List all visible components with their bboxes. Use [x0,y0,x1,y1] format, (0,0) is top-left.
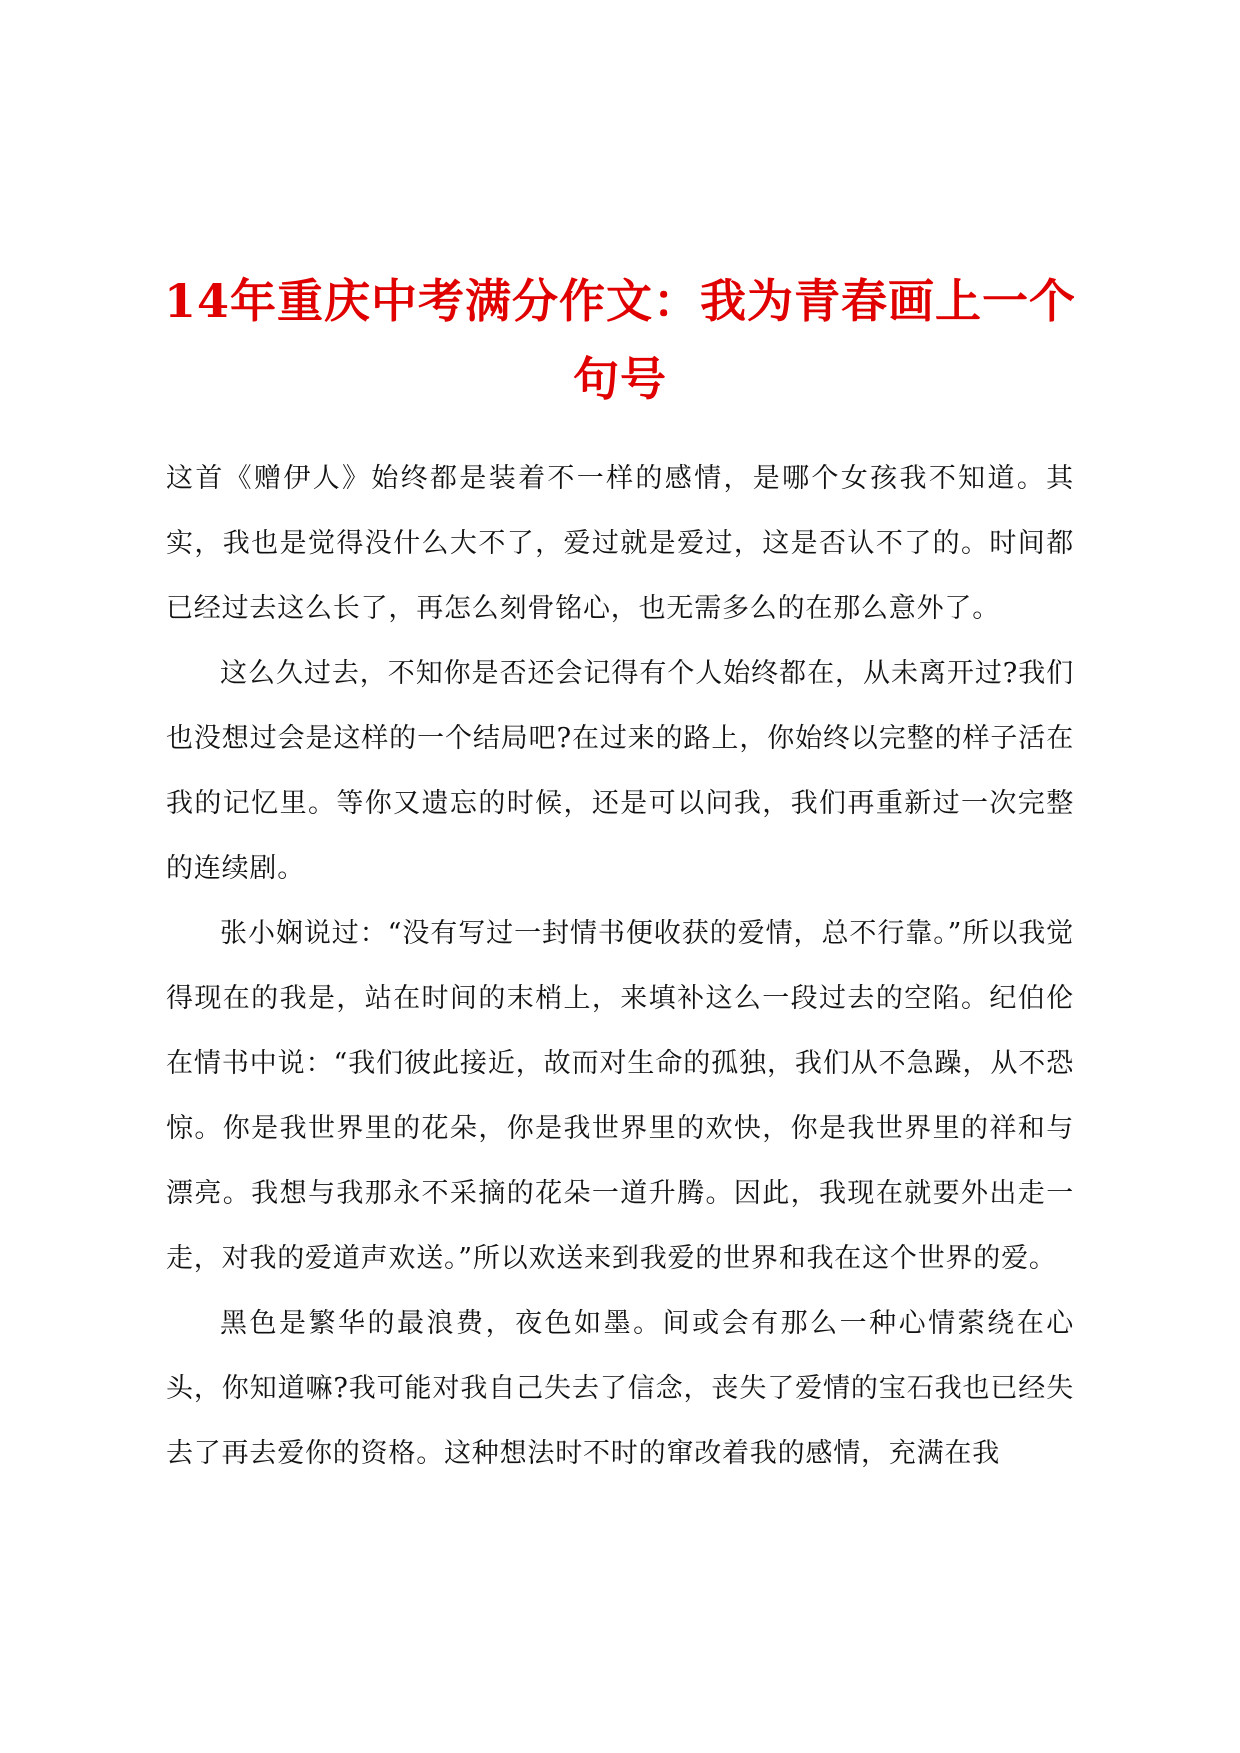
paragraph-1: 这首《赠伊人》始终都是装着不一样的感情，是哪个女孩我不知道。其实，我也是觉得没什么大不了，爱过就是爱过，这是否认不了的。时间都已经过去这么长了，再怎么刻骨铭心，也无需多么的在那么意外了。 [166,463,1074,624]
paragraph-2: 这么久过去，不知你是否还会记得有个人始终都在，从未离开过?我们也没想过会是这样的一个结局吧?在过来的路上，你始终以完整的样子活在我的记忆里。等你又遗忘的时候，还是可以问我，我们再重新过一次完整的连续剧。 [166,658,1074,884]
paragraph-3: 张小娴说过：“没有写过一封情书便收获的爱情，总不行靠。”所以我觉得现在的我是，站在时间的末梢上，来填补这么一段过去的空陷。纪伯伦在情书中说：“我们彼此接近，故而对生命的孤独，我们从不急躁，从不恐惊。你是我世界里的花朵，你是我世界里的欢快，你是我世界里的祥和与漂亮。我想与我那永不采摘的花朵一道升腾。因此，我现在就要外出走一走，对我的爱道声欢送。”所以欢送来到我爱的世界和我在这个世界的爱。 [166,918,1074,1274]
paragraph-4: 黑色是繁华的最浪费，夜色如墨。间或会有那么一种心情萦绕在心头，你知道嘛?我可能对我自己失去了信念，丧失了爱情的宝石我也已经失去了再去爱你的资格。这种想法时不时的窜改着我的感情，充满在我 [166,1308,1074,1469]
document-title: 14年重庆中考满分作文：我为青春画上一个句号 [163,274,1076,406]
article-body [166,446,1074,1486]
